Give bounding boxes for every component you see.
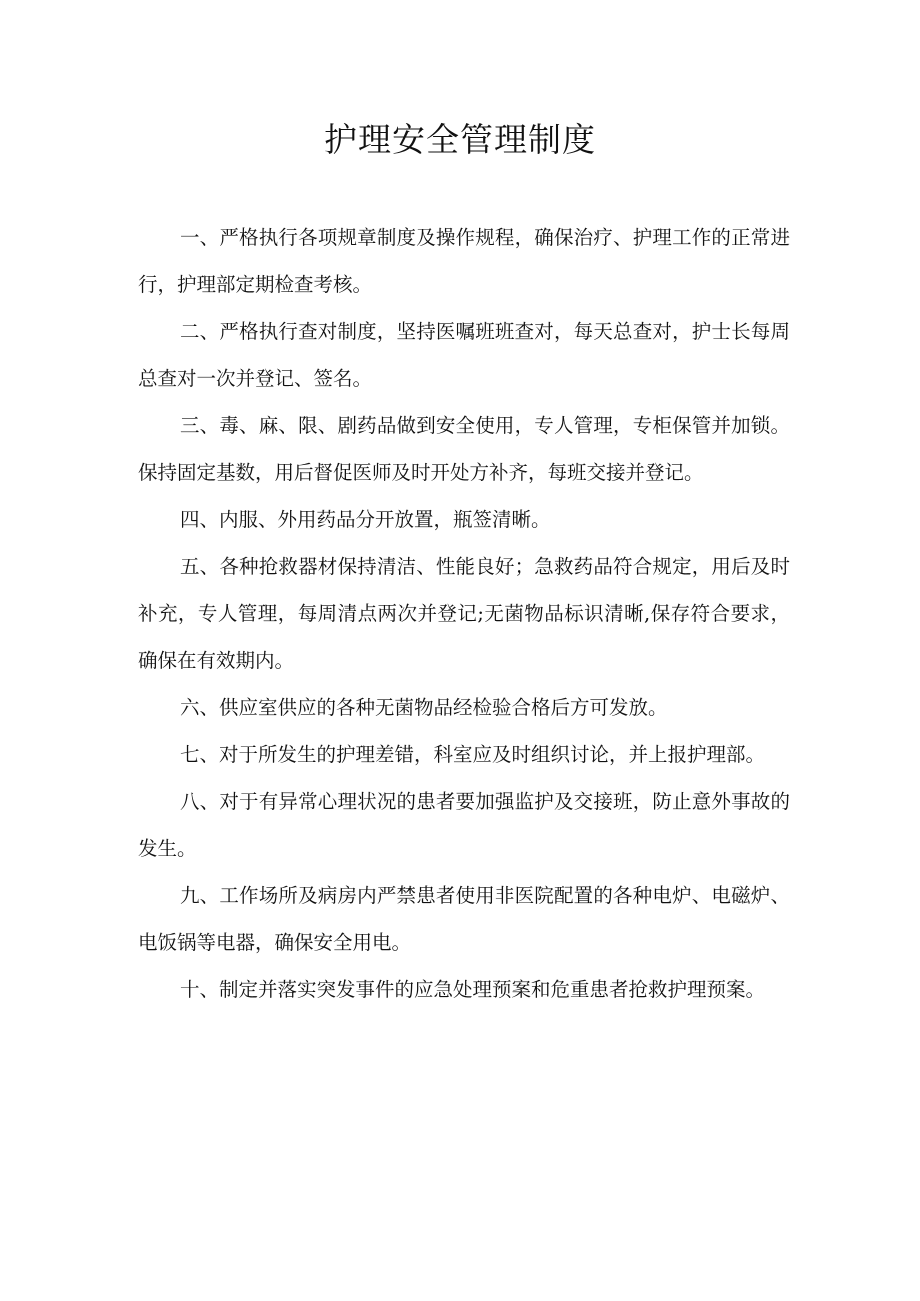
paragraph-6: 六、供应室供应的各种无菌物品经检验合格后方可发放。: [180, 696, 668, 719]
paragraph-8: 八、对于有异常心理状况的患者要加强监护及交接班，防止意外事故的发生。: [138, 790, 790, 860]
paragraph-4: 四、内服、外用药品分开放置，瓶签清晰。: [180, 508, 551, 531]
paragraph-10: 十、制定并落实突发事件的应急处理预案和危重患者抢救护理预案。: [180, 978, 766, 1001]
document-title: 护理安全管理制度: [324, 120, 596, 159]
paragraph-7: 七、对于所发生的护理差错，科室应及时组织讨论，并上报护理部。: [180, 743, 766, 766]
paragraph-1: 一、严格执行各项规章制度及操作规程，确保治疗、护理工作的正常进行，护理部定期检查考核。: [138, 226, 790, 296]
paragraph-5: 五、各种抢救器材保持清洁、性能良好；急救药品符合规定，用后及时补充，专人管理，每周清点两次并登记;无菌物品标识清晰,保存符合要求，确保在有效期内。: [138, 555, 790, 672]
paragraph-9: 九、工作场所及病房内严禁患者使用非医院配置的各种电炉、电磁炉、电饭锅等电器，确保安全用电。: [138, 884, 790, 954]
paragraph-2: 二、严格执行查对制度，坚持医嘱班班查对，每天总查对，护士长每周总查对一次并登记、签名。: [138, 320, 790, 390]
paragraph-3: 三、毒、麻、限、剧药品做到安全使用，专人管理，专柜保管并加锁。保持固定基数，用后督促医师及时开处方补齐，每班交接并登记。: [138, 414, 790, 484]
document-body: [138, 214, 790, 1013]
